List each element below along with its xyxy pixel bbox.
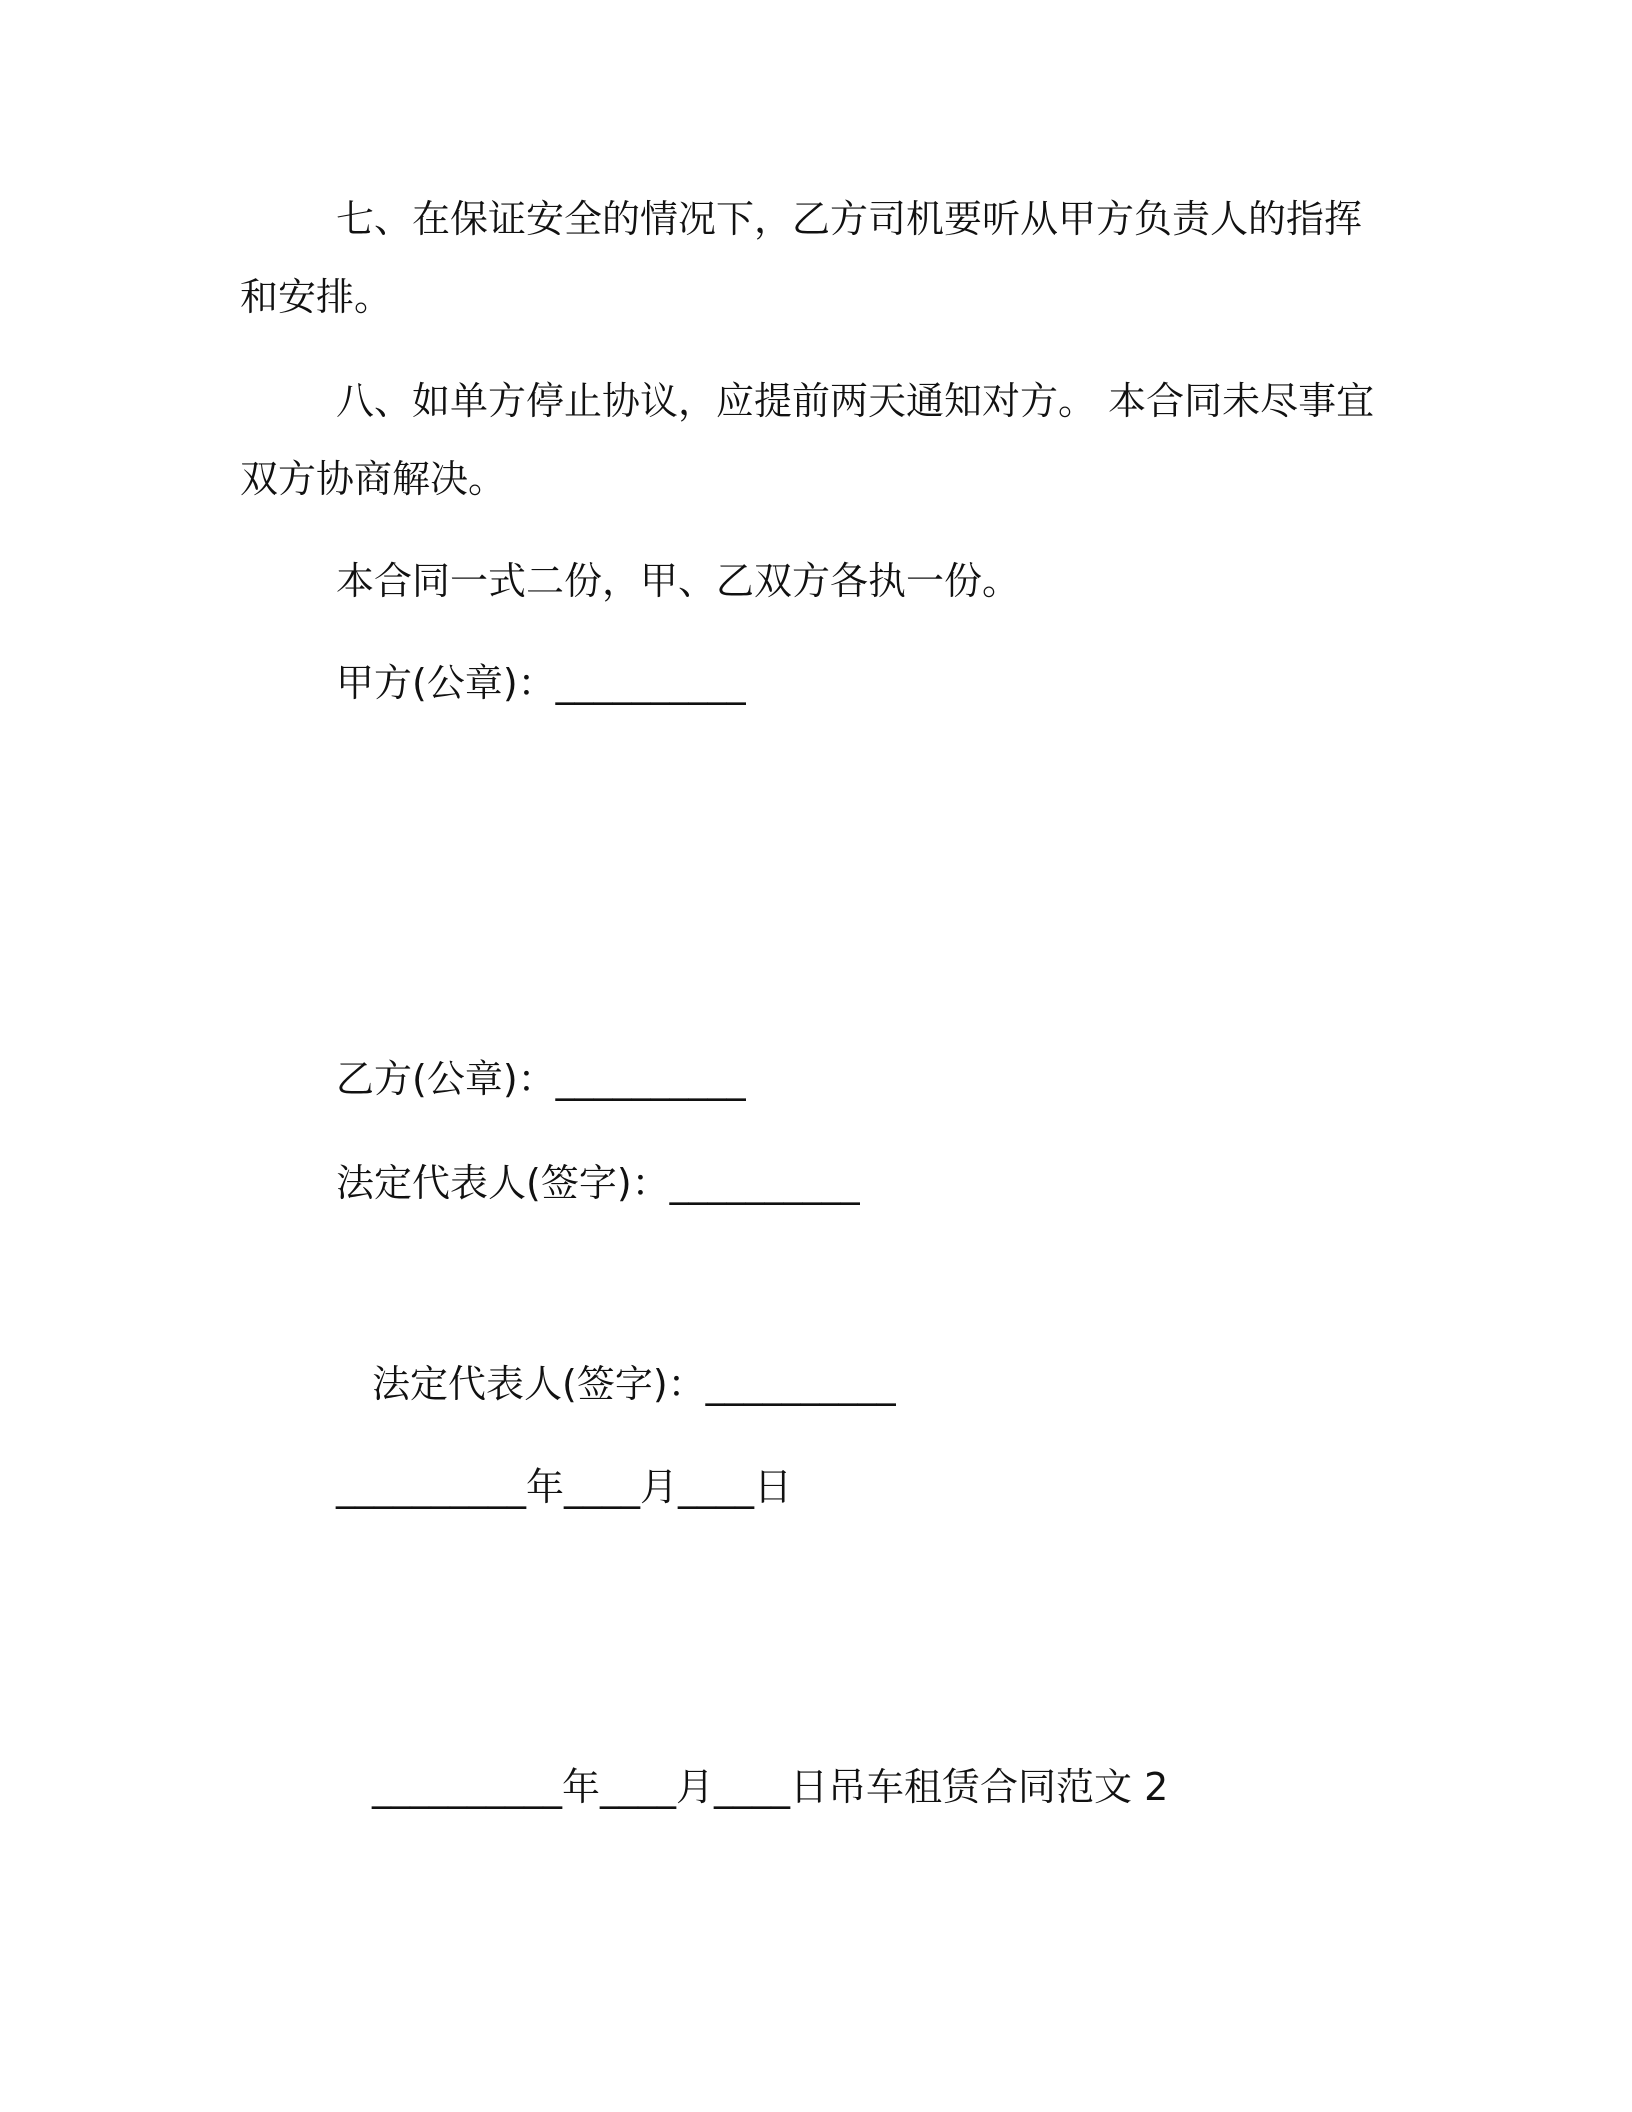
clause-7-paragraph: 七、在保证安全的情况下，乙方司机要听从甲方负责人的指挥和安排。 bbox=[240, 197, 1363, 319]
clause-8-paragraph: 八、如单方停止协议，应提前两天通知对方。 本合同未尽事宜双方协商解决。 bbox=[240, 379, 1375, 501]
legal-representative-signature-line-2: 法定代表人(签字)：__________ bbox=[372, 1362, 896, 1406]
date-and-next-contract-title: __________年____月____日吊车租赁合同范文 2 bbox=[372, 1765, 1169, 1809]
copies-statement: 本合同一式二份，甲、乙双方各执一份。 bbox=[336, 559, 1021, 603]
legal-representative-signature-line: 法定代表人(签字)：__________ bbox=[336, 1161, 860, 1205]
date-line: __________年____月____日 bbox=[336, 1465, 793, 1509]
party-b-seal-line: 乙方(公章)：__________ bbox=[336, 1057, 746, 1101]
party-a-seal-line: 甲方(公章)：__________ bbox=[336, 661, 746, 705]
